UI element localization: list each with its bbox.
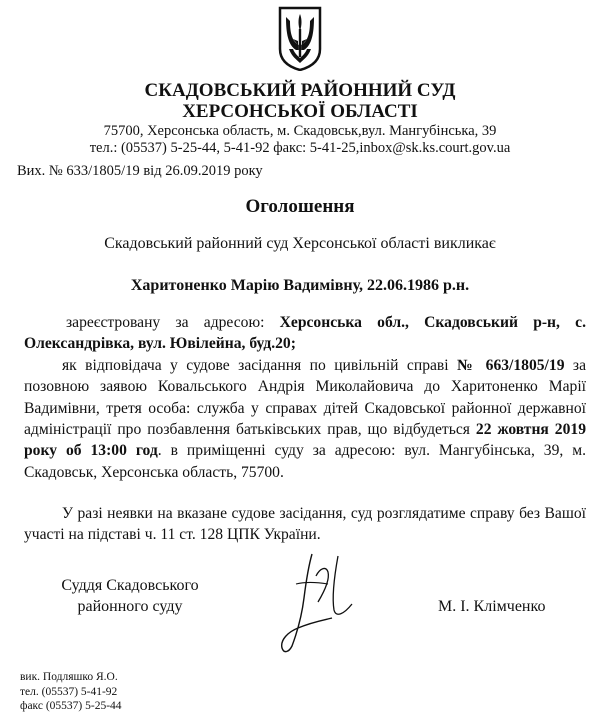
announcement-body (24, 312, 586, 483)
executor-name: вик. Подляшко Я.О. (20, 671, 118, 683)
judge-title-line2: районного суду (77, 598, 183, 615)
judge-title (60, 575, 200, 617)
absence-notice: У разі неявки на вказане судове засідання, суд розглядатиме справу без Вашої участі на підставі ч. 11 ст. 128 ЦПК України. (24, 505, 586, 544)
court-name-line2: ХЕРСОНСЬКОЇ ОБЛАСТІ (182, 101, 418, 122)
outgoing-prefix: Вих. № (17, 163, 63, 179)
summoned-person: Харитоненко Марію Вадимівну, 22.06.1986 р.н. (130, 277, 470, 294)
outgoing-number: 633/1805/19 (66, 163, 140, 179)
executor-phone: тел. (05537) 5-41-92 (20, 685, 118, 698)
executor-fax: факс (05537) 5-25-44 (20, 700, 122, 712)
outgoing-date-prefix: від (143, 163, 162, 179)
case-paragraph (24, 355, 586, 483)
address-paragraph (24, 312, 586, 355)
court-name-line1: СКАДОВСЬКИЙ РАЙОННИЙ СУД (144, 80, 456, 101)
judge-name: М. І. Клімченко (438, 598, 546, 615)
outgoing-date: 26.09.2019 (165, 163, 231, 179)
case-intro: як відповідача у судове засідання по цивільній справі (62, 356, 458, 374)
registered-address: Херсонська обл., Скадовський р-н, с. Олександрівка, вул. Ювілейна, буд.20; (24, 314, 586, 353)
case-description: за позовною заявою Ковальського Андрія Миколайовича до Харитоненко Марії Вадимівни, третя особа: служба у справах дітей Скадовської районної державної адміністрації про позбавлення батьківських прав, що відбудеться (24, 356, 587, 439)
hearing-location: . в приміщенні суду за адресою: вул. Мангубінська, 39, м. Скадовськ, Херсонська область, 75700. (24, 442, 586, 481)
case-number: № 663/1805/19 (457, 356, 565, 374)
hearing-datetime: 22 жовтня 2019 року об 13:00 год (24, 421, 586, 460)
outgoing-reference (17, 163, 263, 180)
handwritten-signature (272, 548, 368, 658)
summons-line: Скадовський районний суд Херсонської області викликає (104, 235, 496, 252)
address-intro: зареєстровану за адресою: (66, 314, 280, 331)
executor-info (20, 670, 122, 714)
court-address: 75700, Херсонська область, м. Скадовськ,вул. Мангубінська, 39 (103, 123, 497, 139)
outgoing-suffix: року (234, 163, 263, 179)
judge-title-line1: Суддя Скадовського (61, 577, 199, 594)
court-contacts: тел.: (05537) 5-25-44, 5-41-92 факс: 5-41-25,inbox@sk.ks.court.gov.ua (89, 140, 511, 156)
document-title: Оголошення (245, 196, 355, 217)
trident-coat-of-arms-icon (277, 5, 323, 71)
